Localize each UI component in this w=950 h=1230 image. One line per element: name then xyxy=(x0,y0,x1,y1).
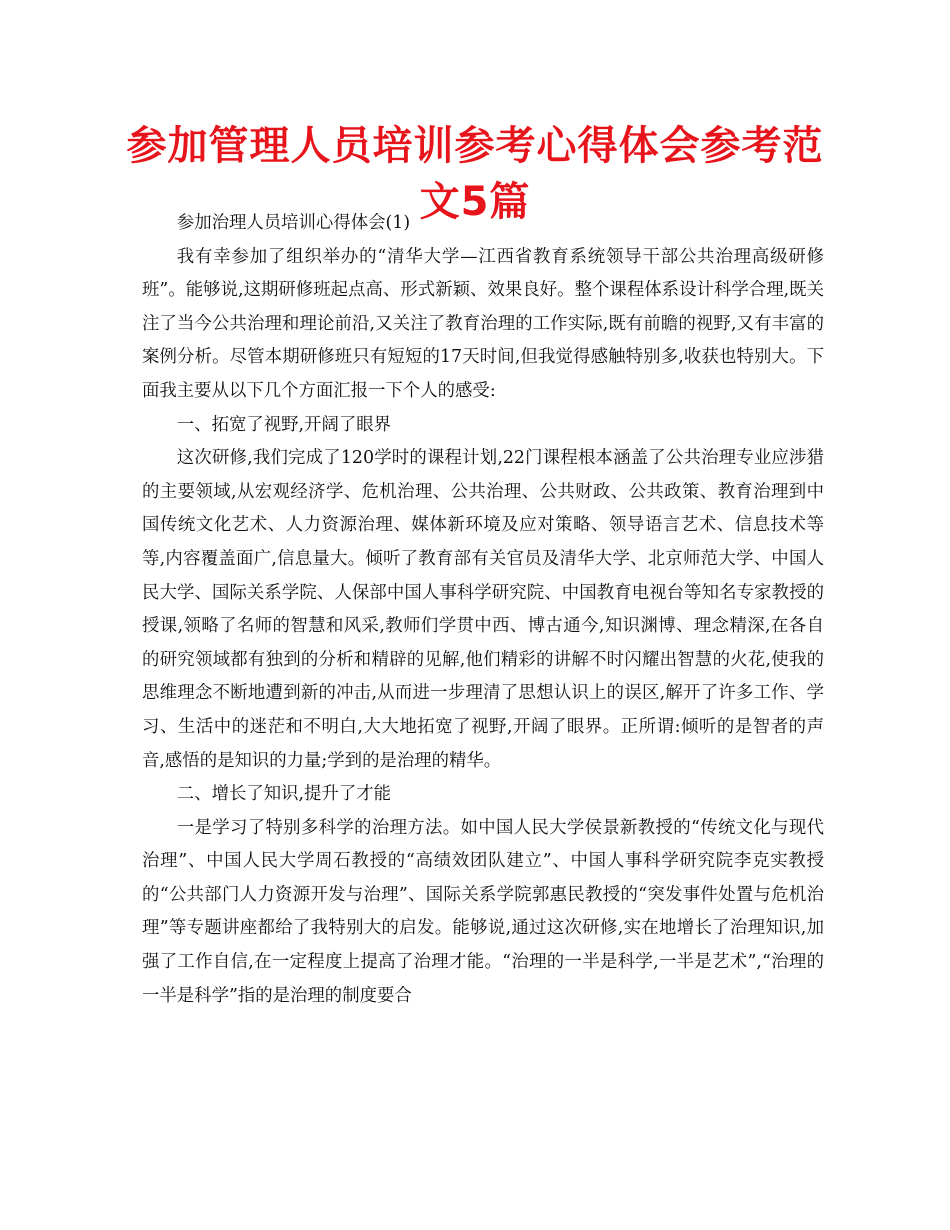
document-title: 参加管理人员培训参考心得体会参考范文5篇 xyxy=(126,123,824,225)
section-heading-2: 一、拓宽了视野,开阔了眼界 xyxy=(176,414,392,435)
section-heading-3: 二、增长了知识,提升了才能 xyxy=(176,784,392,805)
document-body xyxy=(142,207,824,1013)
paragraph-intro: 我有幸参加了组织举办的“清华大学—江西省教育系统领导干部公共治理高级研修班”。能够说,这期研修班起点高、形式新颖、效果良好。整个课程体系设计科学合理,既关注了当今公共治理和理论前沿,又关注了教育治理的工作实际,既有前瞻的视野,又有丰富的案例分析。尽管本期研修班只有短短的17天时间,但我觉得感触特别多,收获也特别大。下面我主要从以下几个方面汇报一下个人的感受: xyxy=(142,246,824,401)
section-heading-1: 参加治理人员培训心得体会(1) xyxy=(176,213,411,233)
paragraph-vision: 这次研修,我们完成了120学时的课程计划,22门课程根本涵盖了公共治理专业应涉猎的主要领域,从宏观经济学、危机治理、公共治理、公共财政、公共政策、教育治理到中国传统文化艺术、人力资源治理、媒体新环境及应对策略、领导语言艺术、信息技术等等,内容覆盖面广,信息量大。倾听了教育部有关官员及清华大学、北京师范大学、中国人民大学、国际关系学院、人保部中国人事科学研究院、中国教育电视台等知名专家教授的授课,领略了名师的智慧和风采,教师们学贯中西、博古通今,知识渊博、理念精深,在各自的研究领域都有独到的分析和精辟的见解,他们精彩的讲解不时闪耀出智慧的火花,使我的思维理念不断地遭到新的冲击,从而进一步理清了思想认识上的误区,解开了许多工作、学习、生活中的迷茫和不明白,大大地拓宽了视野,开阔了眼界。正所谓:倾听的是智者的声音,感悟的是知识的力量;学到的是治理的精华。 xyxy=(142,448,824,771)
paragraph-knowledge: 一是学习了特别多科学的治理方法。如中国人民大学侯景新教授的“传统文化与现代治理”、中国人民大学周石教授的“高绩效团队建立”、中国人事科学研究院李克实教授的“公共部门人力资源开发与治理”、国际关系学院郭惠民教授的“突发事件处置与危机治理”等专题讲座都给了我特别大的启发。能够说,通过这次研修,实在地增长了治理知识,加强了工作自信,在一定程度上提高了治理才能。“治理的一半是科学,一半是艺术”,“治理的一半是科学”指的是治理的制度要合 xyxy=(142,817,824,1006)
